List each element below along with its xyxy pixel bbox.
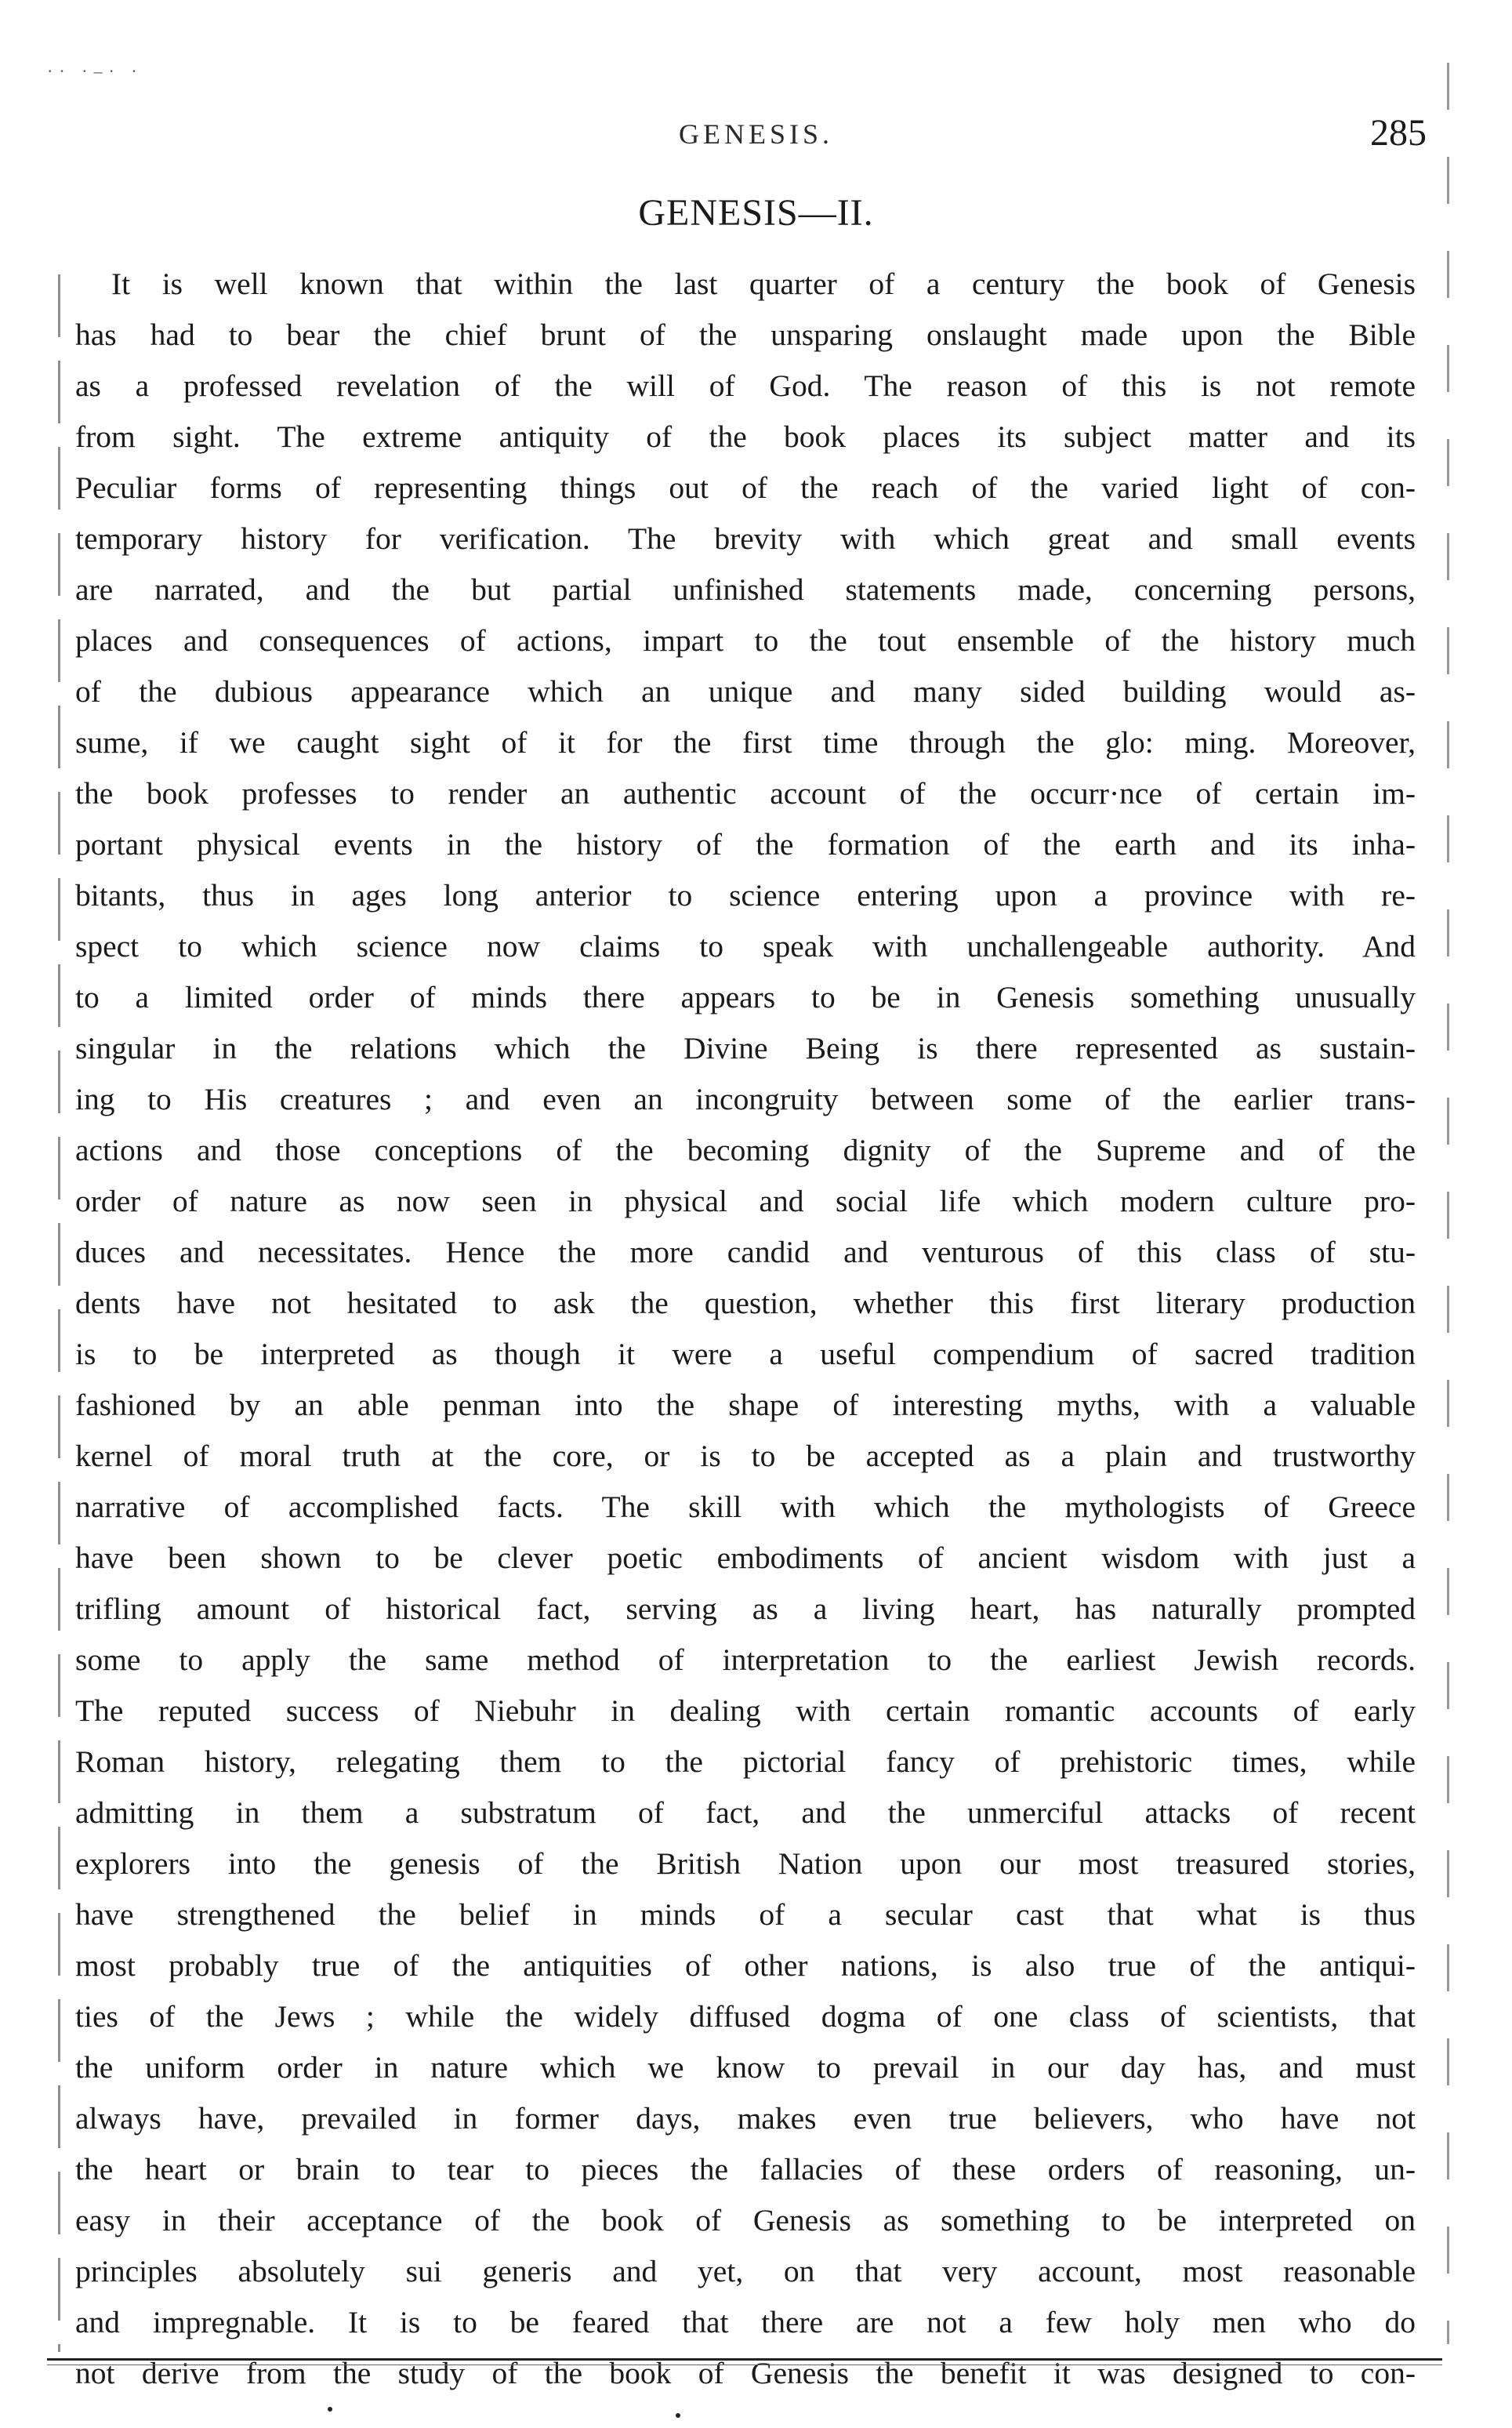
text-line: have been shown to be clever poetic embodiments of ancient wisdom with just a: [75, 1541, 1416, 1575]
text-line: bitants, thus in ages long anterior to science entering upon a province with re-: [75, 878, 1416, 913]
print-speck: [328, 2407, 332, 2412]
text-line: dents have not hesitated to ask the question, whether this first literary production: [75, 1286, 1416, 1320]
text-line: the heart or brain to tear to pieces the fallacies of these orders of reasoning, un-: [75, 2152, 1416, 2187]
text-line: singular in the relations which the Divine Being is there represented as sustain-: [75, 1031, 1416, 1065]
text-line: not derive from the study of the book of Genesis the benefit it was designed to con-: [75, 2356, 1416, 2390]
text-line: easy in their acceptance of the book of Genesis as something to be interpreted on: [75, 2203, 1416, 2237]
text-line: It is well known that within the last quarter of a century the book of Genesis: [111, 267, 1416, 301]
right-margin-rule: [1447, 63, 1449, 2344]
text-line: sume, if we caught sight of it for the first time through the glo: ming. Moreover,: [75, 725, 1416, 760]
text-line: has had to bear the chief brunt of the unsparing onslaught made upon the Bible: [75, 318, 1416, 352]
print-speck: [676, 2413, 680, 2418]
text-line: order of nature as now seen in physical and social life which modern culture pro-: [75, 1184, 1416, 1218]
text-line: Peculiar forms of representing things out of the reach of the varied light of con-: [75, 470, 1416, 505]
page-number: 285: [1370, 112, 1427, 154]
text-line: principles absolutely sui generis and yet, on that very account, most reasonable: [75, 2254, 1416, 2288]
text-line: as a professed revelation of the will of God. The reason of this is not remote: [75, 368, 1416, 403]
text-line: ties of the Jews ; while the widely diffused dogma of one class of scientists, that: [75, 1999, 1416, 2034]
text-line: the uniform order in nature which we know to prevail in our day has, and must: [75, 2050, 1416, 2085]
text-line: ing to His creatures ; and even an incongruity between some of the earlier trans-: [75, 1082, 1416, 1116]
text-line: to a limited order of minds there appears to be in Genesis something unusually: [75, 980, 1416, 1014]
text-line: from sight. The extreme antiquity of the book places its subject matter and its: [75, 419, 1416, 454]
text-line: have strengthened the belief in minds of a secular cast that what is thus: [75, 1897, 1416, 1932]
running-head: GENESIS.: [678, 118, 833, 150]
text-line: admitting in them a substratum of fact, and the unmerciful attacks of recent: [75, 1795, 1416, 1830]
text-line: The reputed success of Niebuhr in dealing with certain romantic accounts of early: [75, 1693, 1416, 1728]
text-line: and impregnable. It is to be feared that there are not a few holy men who do: [75, 2305, 1416, 2339]
body-paragraph: [75, 259, 1416, 2399]
text-line: trifling amount of historical fact, serving as a living heart, has naturally prompted: [75, 1591, 1416, 1626]
print-specks: ·· ·–· ·: [47, 61, 143, 81]
section-title: GENESIS—II.: [638, 192, 874, 234]
text-line: duces and necessitates. Hence the more candid and venturous of this class of stu-: [75, 1235, 1416, 1269]
text-line: is to be interpreted as though it were a useful compendium of sacred tradition: [75, 1337, 1416, 1371]
text-line: temporary history for verification. The brevity with which great and small events: [75, 521, 1416, 556]
text-line: narrative of accomplished facts. The skill with which the mythologists of Greece: [75, 1490, 1416, 1524]
left-margin-rule: [58, 274, 60, 2352]
text-line: actions and those conceptions of the becoming dignity of the Supreme and of the: [75, 1133, 1416, 1167]
text-line: explorers into the genesis of the British Nation upon our most treasured stories,: [75, 1846, 1416, 1881]
text-line: spect to which science now claims to speak with unchallengeable authority. And: [75, 929, 1416, 964]
bottom-rule: [47, 2358, 1442, 2361]
text-line: always have, prevailed in former days, makes even true believers, who have not: [75, 2101, 1416, 2136]
text-line: some to apply the same method of interpretation to the earliest Jewish records.: [75, 1642, 1416, 1677]
text-line: most probably true of the antiquities of other nations, is also true of the antiqui-: [75, 1948, 1416, 1983]
text-line: fashioned by an able penman into the shape of interesting myths, with a valuable: [75, 1388, 1416, 1422]
text-line: the book professes to render an authentic account of the occurr·nce of certain im-: [75, 776, 1416, 811]
text-line: of the dubious appearance which an unique and many sided building would as-: [75, 674, 1416, 709]
text-line: Roman history, relegating them to the pictorial fancy of prehistoric times, while: [75, 1744, 1416, 1779]
text-line: places and consequences of actions, impart to the tout ensemble of the history much: [75, 623, 1416, 658]
bottom-rule-thin: [47, 2364, 1442, 2365]
text-line: portant physical events in the history of the formation of the earth and its inha-: [75, 827, 1416, 862]
text-line: are narrated, and the but partial unfinished statements made, concerning persons,: [75, 572, 1416, 607]
text-line: kernel of moral truth at the core, or is to be accepted as a plain and trustworthy: [75, 1439, 1416, 1473]
